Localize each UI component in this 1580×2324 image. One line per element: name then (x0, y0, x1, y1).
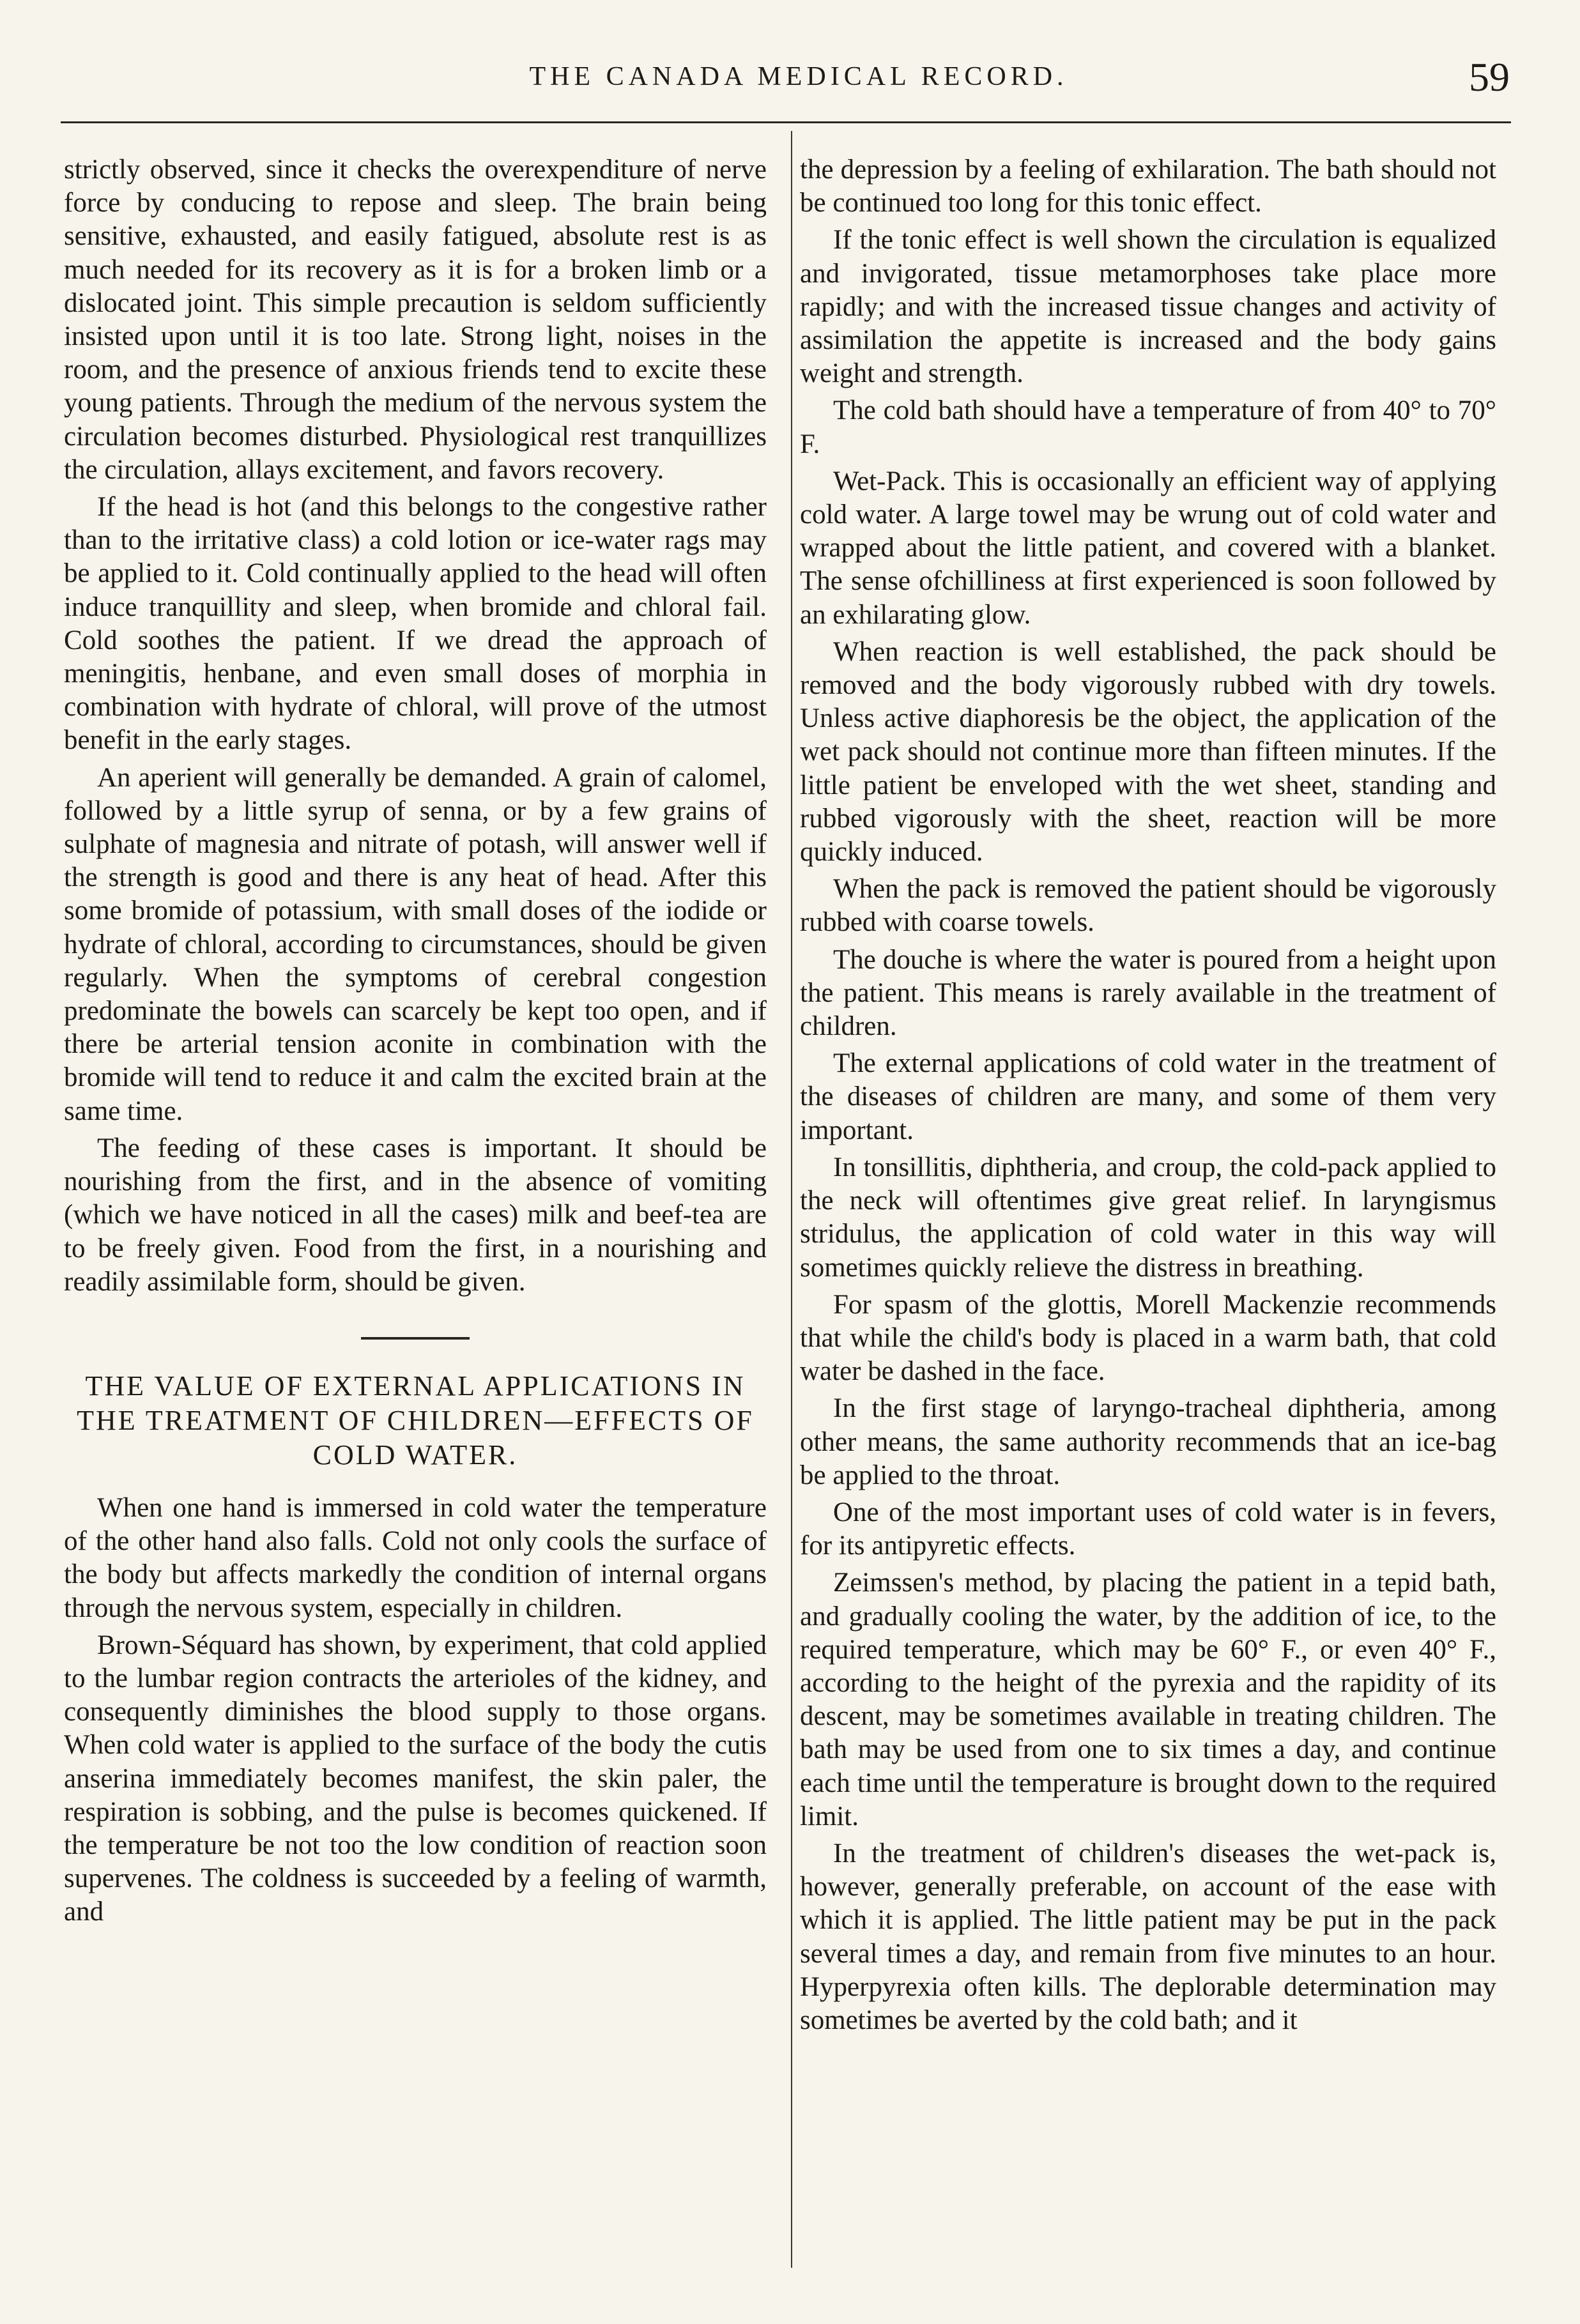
paragraph: the depression by a feeling of exhilaration. The bath should not be continued too long for this tonic effect. (800, 155, 1496, 218)
paragraph: If the head is hot (and this belongs to the congestive rather than to the irritative class) a cold lotion or ice-water rags may be applied to it. Cold continually applied to the head will often induce tranquillity and sleep, when bromide and chloral fail. Cold soothes the patient. If we dread the approach of meningitis, henbane, and even small doses of morphia in combination with hydrate of chloral, will prove of the utmost benefit in the early stages. (64, 492, 767, 756)
journal-title: THE CANADA MEDICAL RECORD. (529, 62, 1068, 91)
paragraph: Zeimssen's method, by placing the patient in a tepid bath, and gradually cooling the water, by the addition of ice, to the required temperature, which may be 60° F., or even 40° F., according to the height of the pyrexia and the rapidity of its descent, may be sometimes available in treating children. The bath may be used from one to six times a day, and continue each time until the temperature is brought down to the required limit. (800, 1568, 1496, 1831)
paragraph: In the treatment of children's diseases the wet-pack is, however, generally preferable, on account of the ease with which it is applied. The little patient may be put in the pack several times a day, and remain from five minutes to an hour. Hyperpyrexia often kills. The deplorable determination may sometimes be averted by the cold bath; and it (800, 1838, 1496, 2035)
paragraph: In the first stage of laryngo-tracheal diphtheria, among other means, the same authority recommends that an ice-bag be applied to the throat. (800, 1393, 1496, 1490)
paragraph: Brown-Séquard has shown, by experiment, that cold applied to the lumbar region contracts the arterioles of the kidney, and consequently diminishes the blood supply to those organs. When cold water is applied to the surface of the body the cutis anserina immediately becomes manifest, the skin paler, the respiration is sobbing, and the pulse is becomes quickened. If the temperature be not too the low condition of reaction soon supervenes. The coldness is succeeded by a feeling of warmth, and (64, 1630, 767, 1927)
paragraph: When the pack is removed the patient should be vigorously rubbed with coarse towels. (800, 874, 1496, 938)
paragraph: When one hand is immersed in cold water the temperature of the other hand also falls. Cold not only cools the surface of the body but affects markedly the condition of internal organs through the nervous system, especially in children. (64, 1492, 767, 1623)
left-column (64, 153, 767, 1929)
paragraph: An aperient will generally be demanded. A grain of calomel, followed by a little syrup of senna, or by a few grains of sulphate of magnesia and nitrate of potash, will answer well if the strength is good and there is any heat of head. After this some bromide of potassium, with small doses of the iodide or hydrate of chloral, according to circumstances, should be given regularly. When the symptoms of cerebral congestion predominate the bowels can scarcely be kept too open, and if there be arterial tension aconite in combination with the bromide will tend to reduce it and calm the excited brain at the same time. (64, 762, 767, 1126)
paragraph: The douche is where the water is poured from a height upon the patient. This means is rarely available in the treatment of children. (800, 944, 1496, 1042)
paragraph: The external applications of cold water in the treatment of the diseases of children are many, and some of them very important. (800, 1048, 1496, 1145)
paragraph: If the tonic effect is well shown the circulation is equalized and invigorated, tissue metamorphoses take place more rapidly; and with the increased tissue changes and activity of assimilation the appetite is increased and the body gains weight and strength. (800, 225, 1496, 389)
paragraph: The feeding of these cases is important. It should be nourishing from the first, and in the absence of vomiting (which we have noticed in all the cases) milk and beef-tea are to be freely given. Food from the first, in a nourishing and readily assimilable form, should be given. (64, 1133, 767, 1297)
paragraph: The cold bath should have a temperature of from 40° to 70° F. (800, 395, 1496, 459)
paragraph: Wet-Pack. This is occasionally an efficient way of applying cold water. A large towel may be wrung out of cold water and wrapped about the little patient, and covered with a blanket. The sense ofchilliness at first experienced is soon followed by an exhilarating glow. (800, 466, 1496, 630)
running-head (0, 54, 1580, 106)
paragraph: When reaction is well established, the pack should be removed and the body vigorously rubbed with dry towels. Unless active diaphoresis be the object, the application of the wet pack should not continue more than fifteen minutes. If the little patient be enveloped with the wet sheet, standing and rubbed vigorously with the sheet, reaction will be more quickly induced. (800, 636, 1496, 868)
article-title: THE VALUE OF EXTERNAL APPLICATIONS IN THE TREATMENT OF CHILDREN—EFFECTS OF COLD WATER. (77, 1370, 754, 1471)
header-rule (61, 121, 1511, 123)
paragraph: strictly observed, since it checks the overexpenditure of nerve force by conducing to repose and sleep. The brain being sensitive, exhausted, and easily fatigued, absolute rest is as much needed for its recovery as it is for a broken limb or a dislocated joint. This simple precaution is seldom sufficiently insisted upon until it is too late. Strong light, noises in the room, and the presence of anxious friends tend to excite these young patients. Through the medium of the nervous system the circulation becomes disturbed. Physiological rest tranquillizes the circulation, allays excitement, and favors recovery. (64, 155, 767, 485)
column-divider (791, 131, 792, 2268)
paragraph: One of the most important uses of cold water is in fevers, for its antipyretic effects. (800, 1497, 1496, 1561)
page-number: 59 (1469, 54, 1510, 100)
paragraph: In tonsillitis, diphtheria, and croup, the cold-pack applied to the neck will oftentimes give great relief. In laryngismus stridulus, the application of cold water in this way will sometimes quickly relieve the distress in breathing. (800, 1152, 1496, 1283)
paragraph: For spasm of the glottis, Morell Mackenzie recommends that while the child's body is placed in a warm bath, that cold water be dashed in the face. (800, 1289, 1496, 1387)
right-column (800, 153, 1496, 2037)
section-separator (361, 1337, 470, 1340)
